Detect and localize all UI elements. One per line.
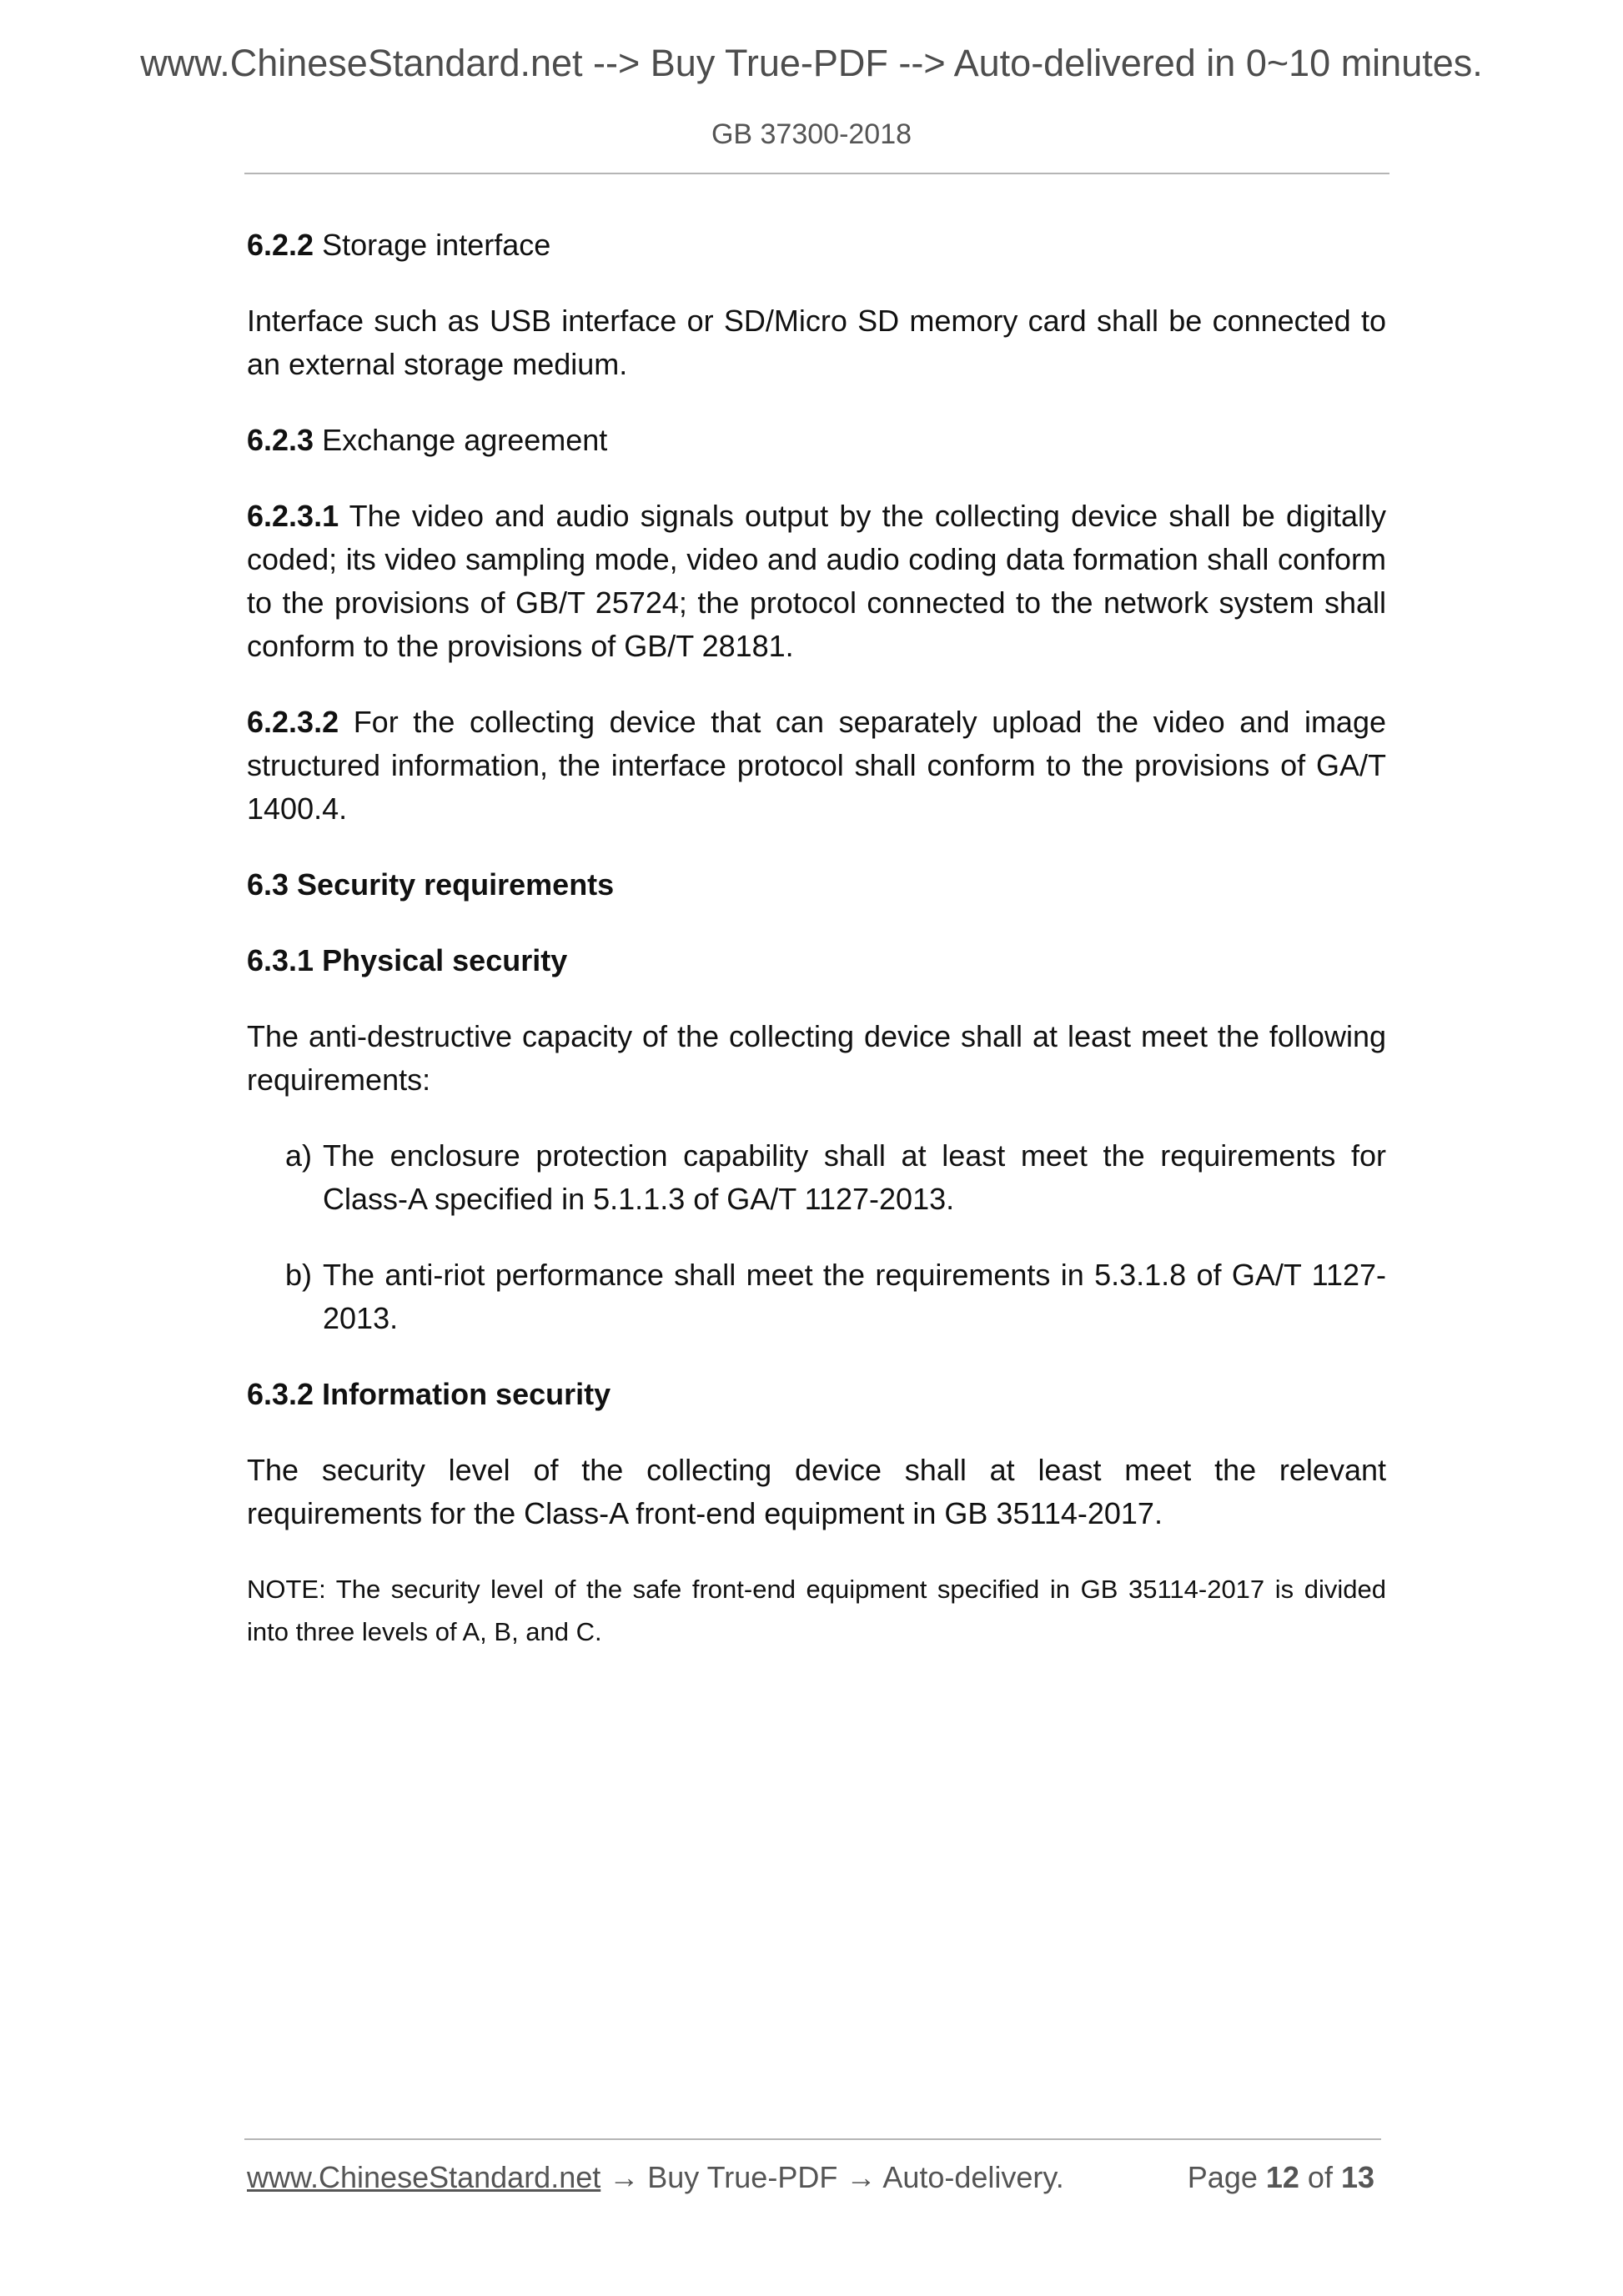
section-title: Storage interface (314, 228, 551, 262)
header-divider (244, 173, 1389, 174)
section-text: For the collecting device that can separately upload the video and image structured information, the interface protocol shall conform to the provisions of GA/T 1400.4. (247, 705, 1386, 826)
page-current: 12 (1265, 2160, 1299, 2194)
list-item-b (285, 1254, 1386, 1340)
section-6-2-3-1 (247, 495, 1386, 668)
note-text: NOTE: The security level of the safe front-end equipment specified in GB 35114-2017 is divided into three levels of A, B, and C. (247, 1575, 1386, 1646)
top-banner: www.ChineseStandard.net --> Buy True-PDF --> Auto-delivered in 0~10 minutes. (140, 42, 1483, 84)
section-6-3-2-text: The security level of the collecting device shall at least meet the relevant requirements for the Class-A front-end equipment in GB 35114-2017. (247, 1453, 1386, 1530)
page-total: 13 (1340, 2160, 1374, 2194)
list-item-text: The anti-riot performance shall meet the requirements in 5.3.1.8 of GA/T 1127-2013. (323, 1258, 1386, 1335)
section-6-3-2-heading: 6.3.2 Information security (247, 1377, 611, 1411)
page-of: of (1299, 2160, 1341, 2194)
list-item-text: The enclosure protection capability shall at least meet the requirements for Class-A specified in 5.1.1.3 of GA/T 1127-2013. (323, 1138, 1386, 1216)
page-label: Page (1187, 2160, 1266, 2194)
section-number: 6.2.3.2 (247, 705, 339, 739)
list-marker: a) (285, 1138, 313, 1173)
footer-promo-text: → Buy True-PDF → Auto-delivery. (600, 2160, 1064, 2194)
list-marker: b) (285, 1258, 313, 1292)
section-6-3-1-heading: 6.3.1 Physical security (247, 943, 568, 977)
section-text: The video and audio signals output by the collecting device shall be digitally coded; its video sampling mode, video and audio coding data formation shall conform to the provisions of GB/T 25724; the protocol connected to the network system shall conform to the provisions of GB/T 28181. (247, 499, 1386, 663)
section-title: Exchange agreement (314, 423, 608, 457)
footer-website-link[interactable]: www.ChineseStandard.net (247, 2160, 601, 2194)
footer-divider (244, 2138, 1381, 2140)
document-body (247, 224, 1386, 1653)
list-item-a (285, 1134, 1386, 1221)
page-number (1188, 2160, 1374, 2195)
section-6-3-heading: 6.3 Security requirements (247, 867, 615, 902)
section-number: 6.2.2 (247, 228, 314, 262)
document-code: GB 37300-2018 (711, 118, 912, 150)
section-number: 6.2.3.1 (247, 499, 339, 533)
section-6-3-1-text: The anti-destructive capacity of the collecting device shall at least meet the following requirements: (247, 1019, 1386, 1097)
section-6-2-2-heading (247, 224, 1386, 267)
section-number: 6.2.3 (247, 423, 314, 457)
section-6-2-3-heading (247, 419, 1386, 462)
footer-promo (247, 2160, 1064, 2195)
section-6-2-3-2 (247, 701, 1386, 831)
section-6-2-2-text: Interface such as USB interface or SD/Micro SD memory card shall be connected to an external storage medium. (247, 304, 1386, 381)
